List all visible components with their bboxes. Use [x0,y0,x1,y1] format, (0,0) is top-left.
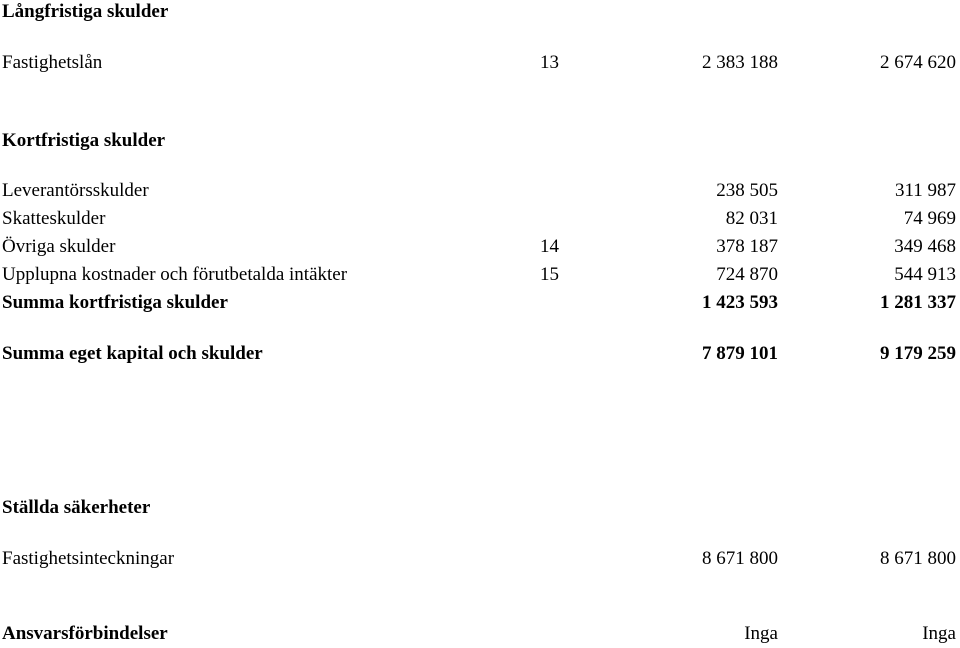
grand-total-value-year2: 9 179 259 [880,343,956,364]
table-row-fastighetslan [0,50,960,76]
contingent-label: Ansvarsförbindelser [2,623,168,644]
total-label: Summa kortfristiga skulder [2,292,228,313]
grand-total-label: Summa eget kapital och skulder [2,343,263,364]
table-row-upplupna-kostnader [0,262,960,288]
table-row-summa-kortfristiga-skulder [0,290,960,316]
row-value-year1: 238 505 [716,180,778,201]
row-note: 13 [540,52,559,73]
section-heading-long-term-liabilities: Långfristiga skulder [2,1,169,22]
table-row-fastighetsinteckningar [0,546,960,572]
row-value-year1: 82 031 [725,208,778,229]
row-value-year2: 74 969 [903,208,956,229]
total-value-year2: 1 281 337 [880,292,956,313]
table-row-ansvarsforbindelser [0,621,960,647]
grand-total-value-year1: 7 879 101 [702,343,778,364]
table-row-summa-eget-kapital-och-skulder [0,341,960,367]
row-value-year1: 378 187 [716,236,778,257]
section-heading-short-term-liabilities: Kortfristiga skulder [2,130,166,151]
row-value-year1: 724 870 [716,264,778,285]
table-row-leverantorsskulder [0,178,960,204]
contingent-value-year1: Inga [744,623,778,644]
row-label: Leverantörsskulder [2,180,149,201]
row-value-year2: 349 468 [894,236,956,257]
row-value-year1: 8 671 800 [702,548,778,569]
row-label: Skatteskulder [2,208,106,229]
row-value-year2: 2 674 620 [880,52,956,73]
row-value-year2: 311 987 [894,180,956,201]
table-row-skatteskulder [0,206,960,232]
row-value-year1: 2 383 188 [702,52,778,73]
row-label: Fastighetslån [2,52,103,73]
row-note: 15 [540,264,559,285]
row-value-year2: 544 913 [894,264,956,285]
total-value-year1: 1 423 593 [702,292,778,313]
row-label: Upplupna kostnader och förutbetalda intäkter [2,264,348,285]
row-value-year2: 8 671 800 [880,548,956,569]
row-note: 14 [540,236,559,257]
row-label: Övriga skulder [2,236,116,257]
table-row-ovriga-skulder [0,234,960,260]
row-label: Fastighetsinteckningar [2,548,175,569]
section-heading-pledged-assets: Ställda säkerheter [2,497,151,518]
contingent-value-year2: Inga [922,623,956,644]
